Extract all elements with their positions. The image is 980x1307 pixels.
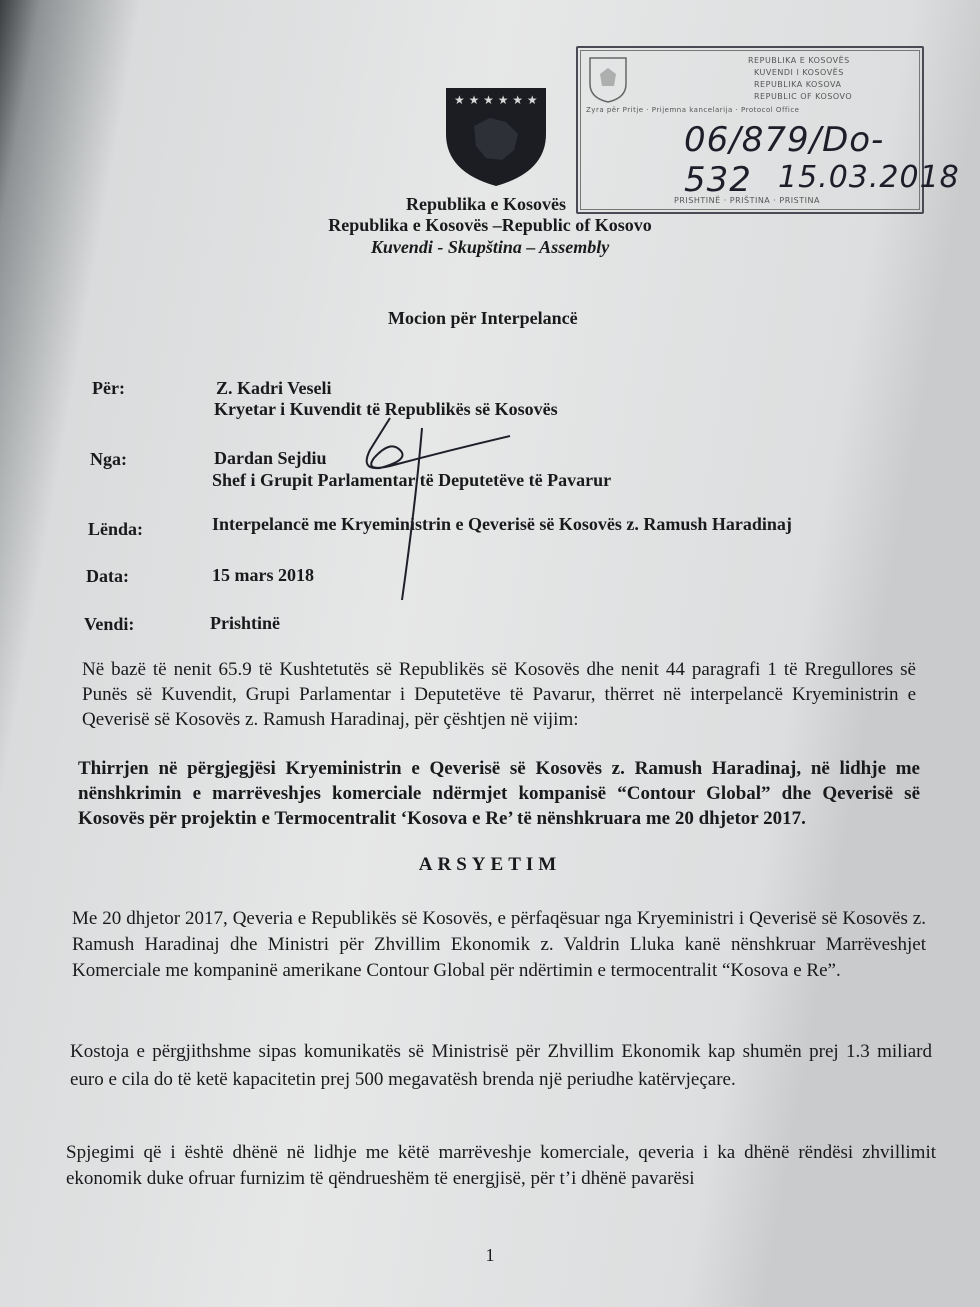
intro-paragraph: Në bazë të nenit 65.9 të Kushtetutës së Republikës së Kosovës dhe nenit 44 paragrafi 1 të Rregullores së Punës së Kuvendit, Grupi Parlamentar i Deputetëve të Pavarur, thërret në interpelancë Kryeministrin e Qeverisë së Kosovës z. Ramush Haradinaj, për çështjen në vijim: bbox=[82, 659, 916, 730]
data-label: Data: bbox=[86, 566, 129, 586]
header-republic: Republika e Kosovës bbox=[405, 194, 567, 214]
stamp-line-2: KUVENDI I KOSOVËS bbox=[754, 68, 844, 77]
per-role: Kryetar i Kuvendit të Republikës së Kosovës bbox=[214, 399, 558, 419]
header-assembly: Kuvendi - Skupština – Assembly bbox=[370, 237, 610, 257]
vendi-value: Prishtinë bbox=[210, 613, 280, 633]
header-trilingual: Republika e Kosovës –Republic of Kosovo bbox=[328, 215, 652, 235]
vendi-label: Vendi: bbox=[84, 614, 135, 634]
stamp-handwritten-number: 06/879/Do-532 bbox=[684, 120, 885, 200]
stamp-emblem-icon bbox=[586, 54, 630, 104]
lenda-label: Lënda: bbox=[88, 519, 144, 539]
paragraph-1: Me 20 dhjetor 2017, Qeveria e Republikës së Kosovës, e përfaqësuar nga Kryeministri i Qeverisë së Kosovës z. Ramush Haradinaj dhe Ministri për Zhvillim Ekonomik z. Valdrin Lluka kanë nënshkruar Marrëveshjet Komerciale me kompaninë amerikane Contour Global për ndërtimin e termocentralit “Kosova e Re”. bbox=[72, 908, 926, 981]
signature-icon bbox=[330, 410, 530, 610]
nga-label: Nga: bbox=[90, 449, 127, 469]
data-value: 15 mars 2018 bbox=[212, 565, 314, 585]
per-name: Z. Kadri Veseli bbox=[216, 378, 332, 398]
kosovo-emblem-icon bbox=[440, 84, 552, 188]
lenda-value: Interpelancë me Kryeministrin e Qeverisë së Kosovës z. Ramush Haradinaj bbox=[212, 514, 792, 534]
svg-text:★ ★ ★ ★ ★ ★: ★ ★ ★ ★ ★ ★ bbox=[454, 93, 538, 107]
section-heading: ARSYETIM bbox=[418, 854, 562, 875]
per-label: Për: bbox=[92, 378, 125, 398]
page-number: 1 bbox=[485, 1245, 495, 1265]
document-title: Mocion për Interpelancë bbox=[388, 308, 578, 328]
received-stamp bbox=[576, 46, 960, 214]
nga-role: Shef i Grupit Parlamentar të Deputetëve të Pavarur bbox=[212, 470, 612, 490]
nga-name: Dardan Sejdiu bbox=[214, 448, 327, 468]
paragraph-3: Spjegimi që i është dhënë në lidhje me këtë marrëveshje komerciale, qeveria i ka dhënë rëndësi zhvillimit ekonomik duke ofruar furnizim të qëndrueshëm të energjisë, për t’i dhënë pavarësi bbox=[66, 1142, 936, 1189]
stamp-line-1: REPUBLIKA E KOSOVËS bbox=[748, 56, 850, 65]
subject-paragraph: Thirrjen në përgjegjësi Kryeministrin e Qeverisë së Kosovës z. Ramush Haradinaj, në lidhje me nënshkrimin e marrëveshjes komerciale ndërmjet kompanisë “Contour Global” dhe Qeverisë së Kosovës për projektin e Termocentralit ‘Kosova e Re’ të nënshkruara me 20 dhjetor 2017. bbox=[78, 758, 920, 829]
stamp-line-3: REPUBLIKA KOSOVA bbox=[754, 80, 842, 89]
stamp-line-4: REPUBLIC OF KOSOVO bbox=[754, 92, 853, 101]
stamp-office: Zyra për Pritje · Prijemna kancelarija · Protocol Office bbox=[586, 106, 800, 114]
paragraph-2: Kostoja e përgjithshme sipas komunikatës së Ministrisë për Zhvillim Ekonomik kap shumën prej 1.3 miliard euro e cila do të ketë kapacitetin prej 500 megavatësh brenda një periudhe katërvjeçare. bbox=[70, 1041, 932, 1090]
stamp-handwritten-date: 15.03.2018 bbox=[778, 160, 960, 195]
stamp-bottom: PRISHTINË · PRIŠTINA · PRISTINA bbox=[674, 196, 820, 205]
